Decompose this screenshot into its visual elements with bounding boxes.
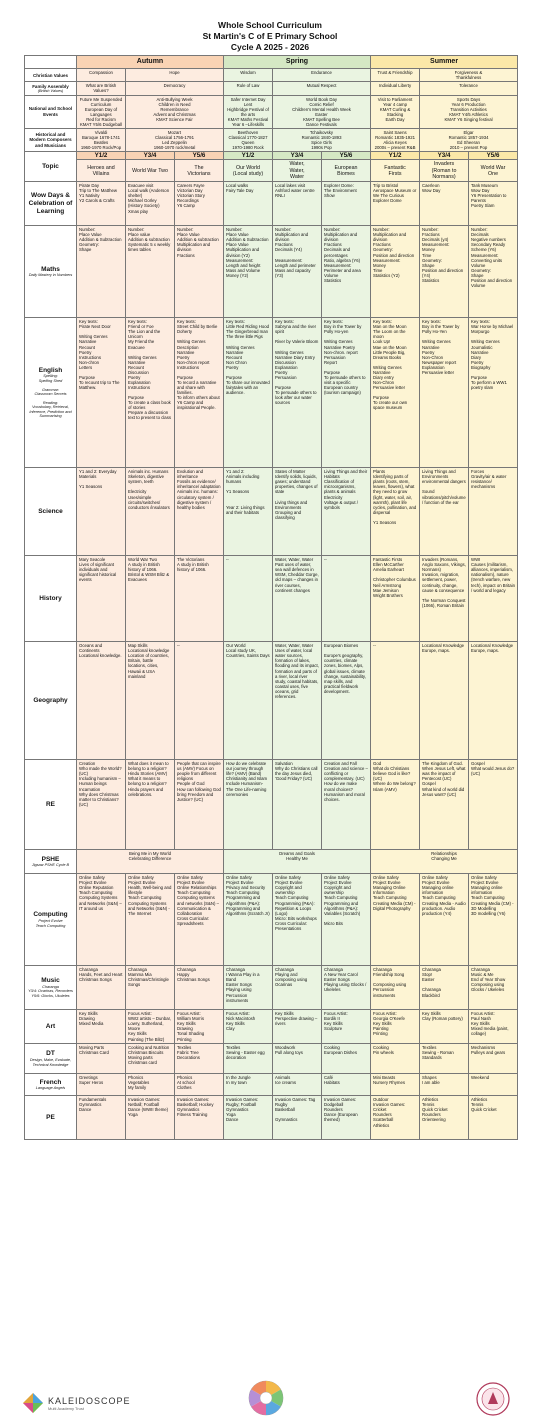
science-cell: Living Things and Environments environmental dangers Sound vibrations/pitch/volume/ function of the ear: [420, 468, 469, 556]
re-row: [25, 760, 518, 850]
composers-cell: Beethoven Classical 1770-1827 Queen 1970-1980 Rock: [224, 128, 273, 151]
geography-cell: Our World Local study UK, Countries, Saints Days: [224, 642, 273, 760]
christian-values-cell: Forgiveness & Thankfulness: [420, 69, 518, 82]
family-assembly-cell: Rule of Law: [224, 82, 273, 95]
music-cell: Charanga Friendship Song Composing using Percussion instruments: [371, 966, 420, 1010]
art-cell: Key Skills Drawing Mixed Media: [77, 1010, 126, 1044]
english-cell: Key texts: Friend or Foe The Lion and the Unicorn My Friend the Evacuee Writing Genres Narrative Recount Discussion Poetry Explanation Instructions Purpose To create a class book of stories Prepare a discussion text to present to class: [126, 318, 175, 468]
science-cell: Y1 and 2: Everyday Materials Y1 Seasons: [77, 468, 126, 556]
english-cell: Key texts: Boy in the Tower by Polly Ho-yen Writing Genres Narrative Poetry Non-chron. report Persuasion Report Purpose To persuade others to visit a specific European country (tourism campaign): [322, 318, 371, 468]
kaleidoscope-logo: [22, 1392, 131, 1414]
wow-cell: Explorer Dome: The Environment Show: [322, 182, 371, 226]
wow-cell: Trip to Bristol Aerospace Museum or We The Curious Explorer Dome: [371, 182, 420, 226]
art-cell: Focus Artist: Bordik II Key Skills Sculpture: [322, 1010, 371, 1044]
geography-cell: Locational Knowledge Europe, maps.: [469, 642, 518, 760]
maths-cell: Number: Place Value Addition & subtraction Multiplication and division Fractions: [175, 226, 224, 318]
computing-label-sub: Project Evolve Teach Computing: [35, 919, 66, 928]
maths-cell: Number: Fractions Decimals (y4) Measurement: Money Time Geometry: Shape Position and direction (Y4) Statistics: [420, 226, 469, 318]
pe-label: [25, 1096, 77, 1140]
english-row: [25, 318, 518, 468]
pe-row: [25, 1096, 518, 1140]
maths-cell: Number: Place Value Addition & Subtraction Geometry: Shape: [77, 226, 126, 318]
history-row: [25, 556, 518, 642]
topic-cell: Fantastic Firsts: [371, 160, 420, 182]
french-row: [25, 1074, 518, 1096]
science-cell: Animals inc. Humans Skeleton, digestive system, teeth Electricity Uses/simple circuits/switches/ conductors /insulators: [126, 468, 175, 556]
science-label: [25, 468, 77, 556]
pshe-cell: Dreams and Goals Healthy Me: [224, 850, 371, 874]
computing-cell: Online Safety Project Evolve Managing Online Information Teach Computing Creating Media (CM) - Digital Photography: [371, 874, 420, 966]
french-label: [25, 1074, 77, 1096]
music-cell: Charanga Stop! Easter Charanga Blackbird: [420, 966, 469, 1010]
dt-cell: Textiles Fabric Tree Decorations: [175, 1044, 224, 1074]
christian-values-cell: Wisdom: [224, 69, 273, 82]
family-assembly-cell: What are British Values?: [77, 82, 126, 95]
topic-label: [25, 152, 77, 182]
composers-cell: Elgar Romantic 1857-1934 Ed Sheeran 2010 – present Pop: [420, 128, 518, 151]
history-cell: The Victorians A study in British history of 1066.: [175, 556, 224, 642]
term-header-autumn: Autumn: [77, 56, 224, 69]
french-cell: Shapes I am able: [420, 1074, 469, 1096]
national-events-cell: Visit to Parliament Year 4 camp KMAT Curling & Stacking Earth Day: [371, 95, 420, 128]
dt-cell: Woodwork Pull along toys: [273, 1044, 322, 1074]
family_assembly-label-sub: (British Values): [37, 88, 64, 93]
composers-cell: Mozart Classical 1756-1791 Led Zeppelin 1960-1970 rock/metal: [126, 128, 224, 151]
computing-cell: Online Safety Project Evolve Online Relationships Teach Computing Computing systems and networks (S&N) – Communication & Collaboration Cross Curricular: Spreadsheets: [175, 874, 224, 966]
topic-cell: World War One: [469, 160, 518, 182]
year-group-header: Y1/2: [224, 152, 273, 160]
year-group-header: Y3/4: [126, 152, 175, 160]
pe-label-text: PE: [46, 1113, 55, 1121]
english-label: [25, 318, 77, 468]
history-cell: --: [224, 556, 273, 642]
topic-cell: Water, Water, Water: [273, 160, 322, 182]
music-cell: Charanga I Wanna Play in a Band Easter Songs Playing using Percussion instruments: [224, 966, 273, 1010]
re-cell: What does it mean to belong to a religion? Hindu Stories (AMV) What it means to belong to a religion? Hindu prayers and celebrations.: [126, 760, 175, 850]
art-label-text: Art: [45, 1022, 56, 1030]
computing-cell: Online Safety Project Evolve Copyright and ownership Teach Computing Programming and Algorithms (P&A): Variables (Scratch) Micro Bits: [322, 874, 371, 966]
dt-cell: Moving Parts Christmas Card: [77, 1044, 126, 1074]
maths-row: [25, 226, 518, 318]
topic-cell: European Biomes: [322, 160, 371, 182]
curriculum-wheel-icon: [248, 1380, 284, 1421]
re-cell: Creation and Fall Creation and science – conflicting or complementary. (UC) How do we make moral choices? Humanism and moral choices.: [322, 760, 371, 850]
composers-label-text: Historical and Modern Composers and Musicians: [29, 132, 72, 148]
maths-cell: Number: Multiplication and division Fractions Decimals and percentages Ratio, algebra (Y6) Measurement: Perimeter and area Volume Statistics: [322, 226, 371, 318]
dt-row: [25, 1044, 518, 1074]
computing-cell: Online Safety Project Evolve Managing online information Teach Computing Creating Media - Audio production. Audio production (Y4): [420, 874, 469, 966]
christian-values-cell: Compassion: [77, 69, 126, 82]
english-label-sub: Spelling: Spelling Shed Grammar: Classroom Secrets Reading: Vocabulary, Retrieval, Inference, Prediction and Summarising: [29, 374, 72, 419]
re-cell: Creation Who made the World? (UC) Including humanism – Human beings Incarnation Why does Christmas matter to Christians? (UC): [77, 760, 126, 850]
science-cell: Living Things and their Habitats Classification of microorganisms, plants & animals Electricity Voltage & output / symbols: [322, 468, 371, 556]
dt-cell: Cooking and Nutrition Christmas Biscuits Moving parts Christmas card: [126, 1044, 175, 1074]
maths-cell: Number: Multiplication and division Fractions Geometry: Position and direction Measurement: Money Time Statistics (Y2): [371, 226, 420, 318]
dt-cell: Textiles Sewing - Roman Standards: [420, 1044, 469, 1074]
history-cell: Fantastic Firsts Ellen McCarther Amelia Earheart Christopher Columbus Neil Armstrong Mae Jemison Wright Brothers: [371, 556, 420, 642]
art-cell: Focus Artist: WW2 artists – Dunbar, Lowry, Sutherland, Moore Key Skills Painting (The Blitz): [126, 1010, 175, 1044]
english-cell: Key texts: Pirate Next Door Writing Genres Narrative Recount Poetry Instructions Non-chron Letters Purpose To recount trip to The Matthew.: [77, 318, 126, 468]
english-cell: Key texts: Little Red Riding Hood The Gingerbread man The three little Pigs Writing Genres Narrative Recount Non Chron Poetry Purpose To share our innovated fairytales with an audience.: [224, 318, 273, 468]
science-cell: Forces Gravity/air & water resistance/ mechanisms: [469, 468, 518, 556]
dt-label: [25, 1044, 77, 1074]
year-group-header: Y1/2: [371, 152, 420, 160]
english-cell: Key texts: Man on the Moon The Loom on the moon Look Up! Mae on the Moon Little People Big, Dreams Books Writing Genres Narrative Diary entry Non-Chron Persuasive letter Purpose To create our own space museum: [371, 318, 420, 468]
national-events-cell: Sports Days Year 6 Production Transition Activities KMAT Y4/5 Athletics KMAT Y6 Singing festival: [420, 95, 518, 128]
art-cell: Focus Artist: Georgia O'Keefe Key Skills Painting Printing: [371, 1010, 420, 1044]
national-events-row: [25, 95, 518, 128]
composers-row: [25, 128, 518, 151]
geography-cell: Water, Water, Water Uses of water, local water sources, formation of lakes, flooding and its impact, formation and parts of a river, local river study, coastal habitats, coastal uses, five oceans, grid references.: [273, 642, 322, 760]
music-label-text: Music: [41, 977, 60, 985]
wow-cell: Careers Fayre Victorian Day Victorian Story Recordings Y6 Camp: [175, 182, 224, 226]
art-cell: Focus Artist: Nick Macintosh Key Skills Clay: [224, 1010, 273, 1044]
computing-cell: Online Safety Project Evolve Copyright and ownership Teach Computing Programming (P&A): Repetition & Loops (Logo) Micro: Bits workshops Cross Curricular: Presentations: [273, 874, 322, 966]
english-label-text: English: [38, 366, 63, 374]
art-cell: Key Skills Clay (Roman pottery): [420, 1010, 469, 1044]
science-cell: States of Matter Identify solids, liquids, gases; understand properties, changes of state Living things and Environments Grouping and classifying: [273, 468, 322, 556]
re-cell: Gospel What would Jesus do? (UC): [469, 760, 518, 850]
term-header-summer: Summer: [371, 56, 518, 69]
history-label: [25, 556, 77, 642]
national-events-cell: Anti-Bullying Week Children in Need Remembrance Advent and Christmas KMAT Science Fair: [126, 95, 224, 128]
wow-cell: Local lakes visit Ashford water centre RNLI: [273, 182, 322, 226]
french-label-text: French: [39, 1078, 62, 1086]
dt-cell: Textiles Sewing - Easter egg decoration: [224, 1044, 273, 1074]
geography-label: [25, 642, 77, 760]
school-name: St Martin's C of E Primary School: [202, 31, 338, 41]
pshe-label: [25, 850, 77, 874]
french-cell: In the Jungle In my town: [224, 1074, 273, 1096]
pshe-cell: Relationships Changing Me: [371, 850, 518, 874]
geography-row: [25, 642, 518, 760]
wow-cell: Evacuee visit Local walk (Anderson shelter) Michael Gorley (History Society) Xmas play: [126, 182, 175, 226]
music-cell: Charanga Mamma Mia Christmas/Christingle Songs: [126, 966, 175, 1010]
art-cell: Focus Artist: Paul Nash Key Skills Mixed media (paint, collage): [469, 1010, 518, 1044]
re-cell: Salvation Why do Christians call the day Jesus died, 'Good Friday? (UC): [273, 760, 322, 850]
composers-cell: Tchaikovsky Romantic 1840-1893 Spice Girls 1990s Pop: [273, 128, 371, 151]
wow-cell: Local walks Fairy Tale Day: [224, 182, 273, 226]
history-cell: Mary Seacole Lives of significant individuals and significant historical events: [77, 556, 126, 642]
science-label-text: Science: [38, 507, 63, 515]
art-row: [25, 1010, 518, 1044]
year-group-header: Y5/6: [469, 152, 518, 160]
family-assembly-cell: Individual Liberty: [371, 82, 420, 95]
wow-label: [25, 182, 77, 226]
english-cell: Key texts: Boy in the Tower by Polly Ho-Yen Writing Genres Narrative Poetry Non-Chron Newspaper report Explanation Persuasive letter: [420, 318, 469, 468]
topic-cell: Heroes and Villains: [77, 160, 126, 182]
pe-cell: Athletics Tennis Quick Cricket Rounders Orienteering: [420, 1096, 469, 1140]
english-cell: Key texts: Street Child by Berlie Doherty Writing Genres Description Narrative Poetry Non-chron report Instructions Purpose To record a narrative and share with families. To inform others about Y6 Camp and inspirational People.: [175, 318, 224, 468]
french-cell: Phonics At school Clothes: [175, 1074, 224, 1096]
science-cell: Plants Identifying parts of plants (roots, stem, leaves, flowers), what they need to grow (light, water, soil, air, warmth), plant life cycles, pollination, and dispersal Y1 Seasons: [371, 468, 420, 556]
science-cell: Evolution and inheritance Fossils as evidence/ inheritance/ adaptation Animals inc. humans: circulatory system / digestive system / healthy bodies: [175, 468, 224, 556]
history-cell: Invaders (Romans, Anglo Saxons, Vikings, Normans) Invasion, migration, settlement, power, continuity, change, cause & consequence The Norman Conquest (1066), Roman Britain: [420, 556, 469, 642]
geography-cell: --: [371, 642, 420, 760]
christian_values-label-text: Christian Values: [32, 72, 68, 78]
dt-label-text: DT: [46, 1050, 55, 1058]
term-header-spring: Spring: [224, 56, 371, 69]
national_events-label: [25, 95, 77, 128]
year-group-header: Y3/4: [420, 152, 469, 160]
computing-label-text: Computing: [33, 911, 68, 919]
wow-cell: Pirate Day Trip to The Matthew Y1 Nativity Y2 Carols & Crafts: [77, 182, 126, 226]
wow-label-text: Wow Days & Celebration of Learning: [28, 192, 73, 215]
art-cell: Key Skills Perspective drawing – rivers: [273, 1010, 322, 1044]
topic-label-text: Topic: [42, 162, 59, 170]
pe-cell: Invasion Games: Tag Rugby Basketball Gymnastics: [273, 1096, 322, 1140]
logo-name: KALEIDOSCOPE: [48, 1395, 131, 1406]
geography-cell: Oceans and Continents Locational knowledge.: [77, 642, 126, 760]
re-cell: How do we celebrate our journey through life? (AMV) (Band) Christianity and Islam Include Humanism-The One Life-naming ceremonies: [224, 760, 273, 850]
dt-cell: Mechanisms Pulleys and gears: [469, 1044, 518, 1074]
pe-cell: Invasion Games: Dodgeball Rounders Dance (European themed): [322, 1096, 371, 1140]
english-cell: Key texts: War Horse by Michael Morpurgo Writing Genres Journalistic Narrative Diary Poetry Biography Purpose To perform a WW1 poetry slam: [469, 318, 518, 468]
pshe-label-text: PSHE: [41, 855, 60, 863]
re-cell: God What do Christians believe God is like? (UC) Where do We belong? Islam (AMV): [371, 760, 420, 850]
topic-cell: Invaders (Roman to Normans): [420, 160, 469, 182]
french-cell: Mini Beasts Nursery Rhymes: [371, 1074, 420, 1096]
music-row: [25, 966, 518, 1010]
geography-cell: Map Skills Locational knowledge Location of countries, Britain, battle locations, cities, Hawaii & USA mainland: [126, 642, 175, 760]
re-label: [25, 760, 77, 850]
science-row: [25, 468, 518, 556]
french-cell: Weekend: [469, 1074, 518, 1096]
music-cell: Charanga Hands, Feet and Heart Christmas Songs: [77, 966, 126, 1010]
english-cell: Key texts: Sabryna and the river spirit River by Valerie Bloom Writing Genres Narrative Diary Entry Discussion Explanation Poetry Persuasion Purpose To persuade others to look after our water sources: [273, 318, 322, 468]
maths-cell: Number: Place Value Addition & Subtraction Place Value Multiplication and division (Y2) Measurement: Length and height Mass and Volume Money (Y2): [224, 226, 273, 318]
corner-cell: [25, 56, 77, 69]
geography-cell: --: [175, 642, 224, 760]
computing-cell: Online Safety Project Evolve Privacy and Security Teach Computing Programming and Algorithms (P&A): Programming and Algorithms (Scratch Jr): [224, 874, 273, 966]
christian-values-row: [25, 69, 518, 82]
family_assembly-label-text: Family Assembly: [32, 83, 69, 89]
dt-cell: Cooking Pin wheels: [371, 1044, 420, 1074]
dt-cell: Cooking European Dishes: [322, 1044, 371, 1074]
music-cell: Charanga A New Year Carol Easter Songs Playing using Glocks / Ukeleles: [322, 966, 371, 1010]
pshe-cell: Being Me in My World Celebrating Difference: [77, 850, 224, 874]
maths-cell: Number: Decimals Negative numbers Secondary Ready Scheme (Y6) Measurement: Converting units Volume Geometry: Shape Position and direction Volume: [469, 226, 518, 318]
wow-row: [25, 182, 518, 226]
composers-cell: Vivaldi Baroque 1678-1741 Beatles 1960-1970 Rock/Pop: [77, 128, 126, 151]
year-group-header: Y1/2: [77, 152, 126, 160]
family_assembly-label: [25, 82, 77, 95]
maths-cell: Number: Multiplication and division Fractions Decimals (Y4) Measurement: Length and perimeter Mass and capacity (Y3): [273, 226, 322, 318]
music-label-sub: Charanga Y3/4: Ocarinas, Recorders Y5/6: Glocks, Ukuleles: [28, 984, 73, 998]
computing-cell: Online Safety Project Evolve Health, Well-being and lifestyle Teach Computing Computing Systems and Networks (S&N) - The Internet: [126, 874, 175, 966]
pe-cell: Fundamentals Gymnastics Dance: [77, 1096, 126, 1140]
pe-cell: Outdoor Invasion Games: Cricket Rounders Scatterball Athletics: [371, 1096, 420, 1140]
national-events-cell: Future Me Suspended Curriculum European Day of Languages Red for Racism KMAT Y5/6 Dodgeball: [77, 95, 126, 128]
maths-label-text: Maths: [41, 265, 60, 273]
history-label-text: History: [39, 594, 62, 602]
year-group-header: Y5/6: [322, 152, 371, 160]
curriculum-table: [24, 55, 518, 1140]
re-cell: People that can inspire us (AMV) Focus on people from different religions People of God How can following God bring Freedom and Justice? (UC): [175, 760, 224, 850]
re-cell: The Kingdom of God. When Jesus Left, what was the impact of Pentecost (UC) Gospel What kind of world did Jesus want? (UC): [420, 760, 469, 850]
topic-cell: Our World (Local study): [224, 160, 273, 182]
wow-cell: Tank Museum Wow Day Y6 Presentation to Parents Poetry Slam: [469, 182, 518, 226]
wow-cell: Caerleon Wow Day: [420, 182, 469, 226]
family-assembly-cell: Democracy: [126, 82, 224, 95]
history-cell: Water, Water, Water Past uses of water, sea wall defences in WSM, Cheddar Gorge, old maps – changes in river courses, continent changes: [273, 556, 322, 642]
geography-cell: European Biomes Europe's geography, countries, climate zones, biomes, Alps, global issues, climate change, sustainability, map skills, and practical fieldwork development.: [322, 642, 371, 760]
family-assembly-cell: Tolerance: [420, 82, 518, 95]
computing-label: [25, 874, 77, 966]
maths-label-sub: Daily Mastery in Numbers: [28, 273, 73, 278]
topic-cell: World War Two: [126, 160, 175, 182]
french-cell: Greetings Super Heros: [77, 1074, 126, 1096]
pe-cell: Invasion Games: Netball; Football Dance (WWII theme) Yoga: [126, 1096, 175, 1140]
computing-cell: Online Safety Project Evolve Managing online information Teach Computing Creating Media (CM) - 3D Modelling 3D modelling (Y6): [469, 874, 518, 966]
kaleidoscope-logo-icon: [22, 1392, 44, 1414]
christian-values-cell: Hope: [126, 69, 224, 82]
music-cell: Charanga Music & Me End of Year Show Composing using Glocks / Ukeleles: [469, 966, 518, 1010]
french-cell: Phonics Vegetables My family: [126, 1074, 175, 1096]
pshe-row: [25, 850, 518, 874]
art-cell: Focus Artist: William Morris Key Skills Drawing Tonal Shading Printing: [175, 1010, 224, 1044]
computing-cell: Online Safety Project Evolve Online Reputation Teach Computing Computing Systems and Networks (S&N) – IT around us: [77, 874, 126, 966]
national_events-label-text: National and School Events: [28, 106, 73, 117]
pshe-label-sub: Jigsaw PSHE Cycle B: [31, 863, 70, 868]
dt-label-sub: Design, Make, Evaluate, Technical Knowledge: [29, 1058, 72, 1067]
maths-label: [25, 226, 77, 318]
computing-row: [25, 874, 518, 966]
french-cell: Café Habitats: [322, 1074, 371, 1096]
re-label-text: RE: [45, 800, 56, 808]
topic-cell: The Victorians: [175, 160, 224, 182]
french-label-sub: Language Angels: [35, 1086, 66, 1091]
year-group-row: [25, 152, 518, 160]
geography-cell: Locational Knowledge Europe, maps.: [420, 642, 469, 760]
history-cell: --: [322, 556, 371, 642]
family-assembly-row: [25, 82, 518, 95]
art-label: [25, 1010, 77, 1044]
composers-label: [25, 128, 77, 151]
year-group-header: Y3/4: [273, 152, 322, 160]
term-header-row: [25, 56, 518, 69]
pe-cell: Athletics Tennis Quick Cricket: [469, 1096, 518, 1140]
christian-values-cell: Trust & Friendship: [371, 69, 420, 82]
christian-values-cell: Endurance: [273, 69, 371, 82]
document-title: Whole School Curriculum: [218, 20, 322, 30]
topic-row: [25, 160, 518, 182]
music-label: [25, 966, 77, 1010]
national-events-cell: Safer Internet Day Lent Highbridge Festival of the arts KMAT Maths Festival Year 6 –Lifeskills: [224, 95, 273, 128]
family-assembly-cell: Mutual Respect: [273, 82, 371, 95]
pe-cell: Invasion Games: Basketball; Hockey Gymnastics Fitness Training: [175, 1096, 224, 1140]
christian_values-label: [25, 69, 77, 82]
cycle-title: Cycle A 2025 - 2026: [230, 42, 310, 52]
school-crest-icon: [476, 1382, 510, 1421]
maths-cell: Number: Place value Addition & subtraction Systematic 5 x weekly times tables: [126, 226, 175, 318]
science-cell: Y1 and 2: Animals including humans Y1 Seasons Year 2: Living things and their habitats: [224, 468, 273, 556]
pe-cell: Invasion Games: Rugby; Football Gymnastics Yoga Dance: [224, 1096, 273, 1140]
geography-label-text: Geography: [33, 696, 68, 704]
composers-cell: Saint Saens Romantic 1835-1921 Alicia Keyes 2000s – present R&B: [371, 128, 420, 151]
history-cell: WWI Causes (militarism, alliances, imperialism, nationalism), nature (trench warfare, new tech), impact on Britain / world and legacy: [469, 556, 518, 642]
music-cell: Charanga Playing and composing using Ocarinas: [273, 966, 322, 1010]
national-events-cell: World Book Day Comic Relief Children's Mental Health Week Easter KMAT Spelling Bee Dance Festivals: [273, 95, 371, 128]
history-cell: World War Two A study in British history of 1066. Bristol & WSM Blitz & Evacuees: [126, 556, 175, 642]
year-group-header: Y5/6: [175, 152, 224, 160]
music-cell: Charanga Happy Christmas Songs: [175, 966, 224, 1010]
logo-subtitle: Multi Academy Trust: [48, 1405, 85, 1411]
french-cell: Animals Ice creams: [273, 1074, 322, 1096]
